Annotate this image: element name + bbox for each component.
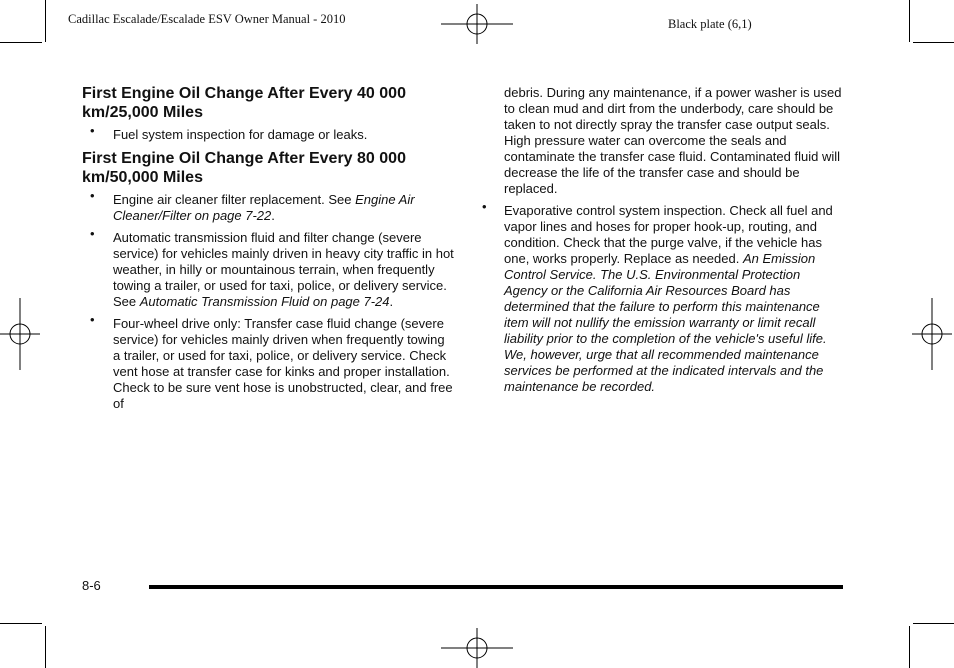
bullet-list [482, 199, 844, 395]
bullet-icon: • [90, 226, 95, 241]
crop-mark [913, 42, 954, 43]
crop-mark [909, 0, 910, 42]
bullet-icon: • [90, 312, 95, 327]
bullet-icon: • [90, 188, 95, 203]
crop-mark [45, 0, 46, 42]
list-item [82, 123, 454, 143]
plate-label: Black plate (6,1) [668, 17, 752, 31]
list-item-text: Fuel system inspection for damage or leaks. [113, 127, 368, 142]
left-column [82, 84, 454, 418]
document-title: Cadillac Escalade/Escalade ESV Owner Manual - 2010 [68, 12, 346, 26]
crop-mark [0, 623, 42, 624]
crop-mark [909, 626, 910, 668]
list-item [82, 188, 454, 224]
page-reference: Engine Air Cleaner/Filter on page 7-22 [113, 192, 415, 223]
list-item [482, 199, 844, 395]
registration-mark-icon [912, 298, 952, 370]
right-column [482, 85, 844, 401]
crop-mark [913, 623, 954, 624]
bullet-icon: • [90, 123, 95, 138]
bullet-list [82, 123, 454, 143]
registration-mark-icon [441, 628, 513, 668]
section-40000 [82, 84, 454, 143]
page-number: 8-6 [82, 578, 101, 593]
emission-note: An Emission Control Service. The U.S. Environmental Protection Agency or the California Air Resources Board has determined that the failure to perform this maintenance item will not nullify the emission warranty or limit recall liability prior to the completion of the vehicle's useful life. We, however, urge that all recommended maintenance services be performed at the indicated intervals and the maintenance be recorded. [504, 251, 827, 394]
list-item-text: Four-wheel drive only: Transfer case fluid change (severe service) for vehicles mainly driven when frequently towing a trailer, or used for taxi, police, or delivery service. Check vent hose at transfer case for kinks and proper installation. Check to be sure vent hose is unobstructed, clear, and free of [113, 316, 453, 411]
crop-mark [45, 626, 46, 668]
section-heading: First Engine Oil Change After Every 40 000 km/25,000 Miles [82, 85, 406, 121]
continued-text: debris. During any maintenance, if a power washer is used to clean mud and dirt from the underbody, care should be taken to not directly spray the transfer case output seals. High pressure water can overcome the seals and contaminate the transfer case fluid. Contaminated fluid will decrease the life of the transfer case and should be replaced. [504, 85, 842, 196]
list-item-text: Automatic transmission fluid and filter change (severe service) for vehicles mainly driven in heavy city traffic in hot weather, in hilly or mountainous terrain, when frequently towing a trailer, or used for taxi, police, or delivery service. See [113, 230, 454, 309]
list-item-text: Engine air cleaner filter replacement. See [113, 192, 356, 207]
registration-mark-icon [441, 4, 513, 44]
list-item [82, 226, 454, 310]
section-heading: First Engine Oil Change After Every 80 000 km/50,000 Miles [82, 150, 406, 186]
bullet-list [82, 188, 454, 412]
list-item-end: . [389, 294, 394, 309]
registration-mark-icon [0, 298, 40, 370]
list-item [82, 312, 454, 412]
bullet-icon: • [482, 199, 487, 214]
list-item-text: Evaporative control system inspection. Check all fuel and vapor lines and hoses for proper hook-up, routing, and condition. Check that the purge valve, if the vehicle has one, works properly. Replace as needed. [504, 203, 833, 266]
crop-mark [0, 42, 42, 43]
section-80000 [82, 149, 454, 412]
list-item-end: . [271, 208, 275, 223]
footer-rule [149, 585, 843, 589]
page-reference: Automatic Transmission Fluid on page 7-24 [139, 294, 390, 309]
